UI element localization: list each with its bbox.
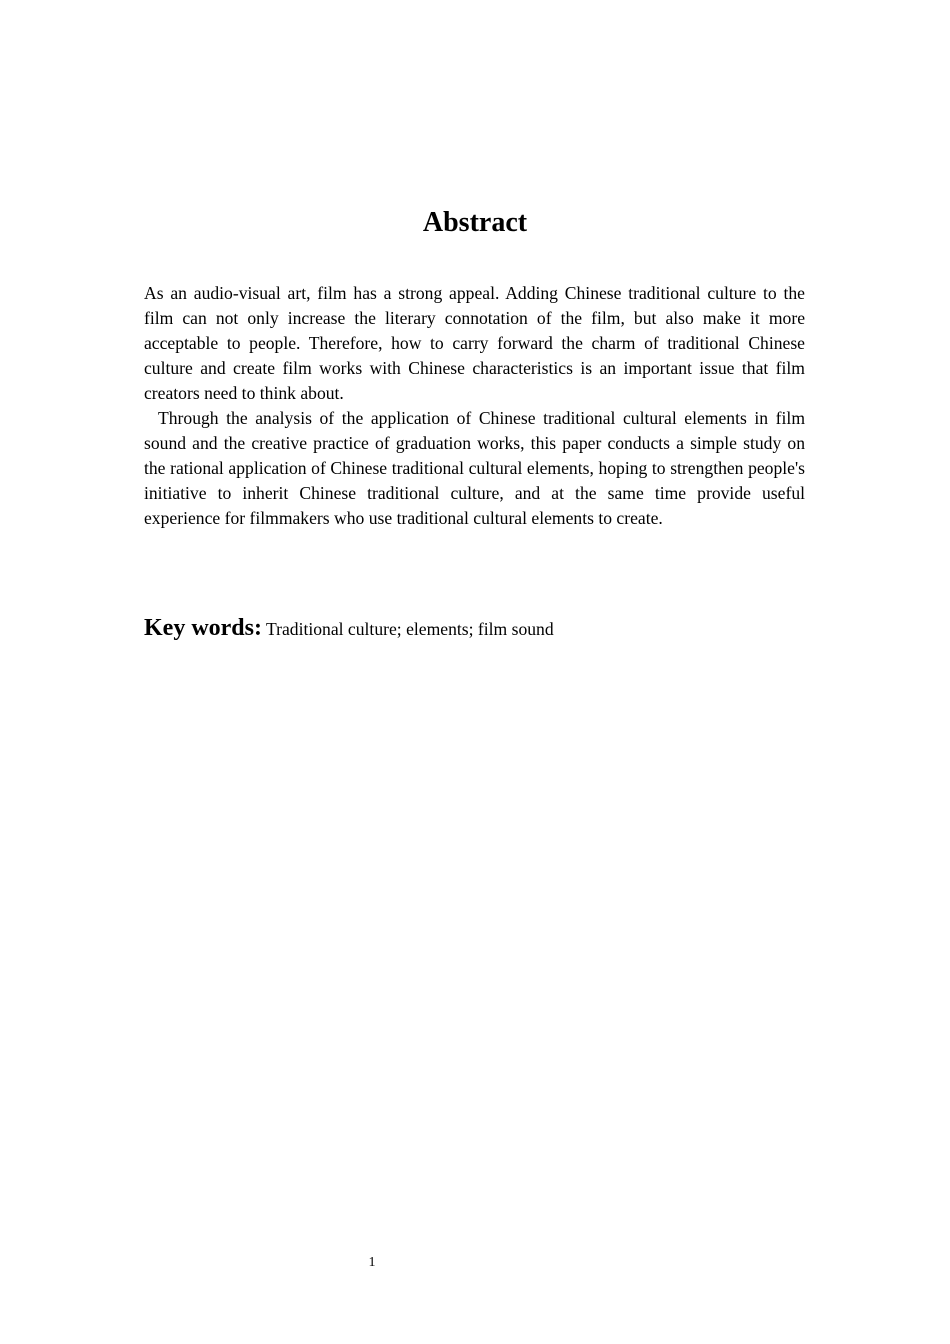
page-number: 1 bbox=[368, 1255, 376, 1270]
page-title: Abstract bbox=[422, 207, 528, 238]
abstract-paragraph-1: As an audio-visual art, film has a strong appeal. Adding Chinese traditional culture to the film can not only increase the literary connotation of the film, but also make it more acceptable to people. Therefore, how to carry forward the charm of traditional Chinese culture and create film works with Chinese characteristics is an important issue that film creators need to think about. bbox=[144, 283, 805, 403]
abstract-paragraph-2: Through the analysis of the application of Chinese traditional cultural elements in film sound and the creative practice of graduation works, this paper conducts a simple study on the rational application of Chinese traditional cultural elements, hoping to strengthen people's initiative to inherit Chinese traditional culture, and at the same time provide useful experience for filmmakers who use traditional cultural elements to create. bbox=[144, 408, 805, 528]
keywords-line bbox=[144, 615, 805, 642]
keywords-list: Traditional culture; elements; film sound bbox=[265, 619, 554, 639]
keywords-label: Key words: bbox=[144, 615, 262, 641]
abstract-body bbox=[144, 281, 805, 531]
